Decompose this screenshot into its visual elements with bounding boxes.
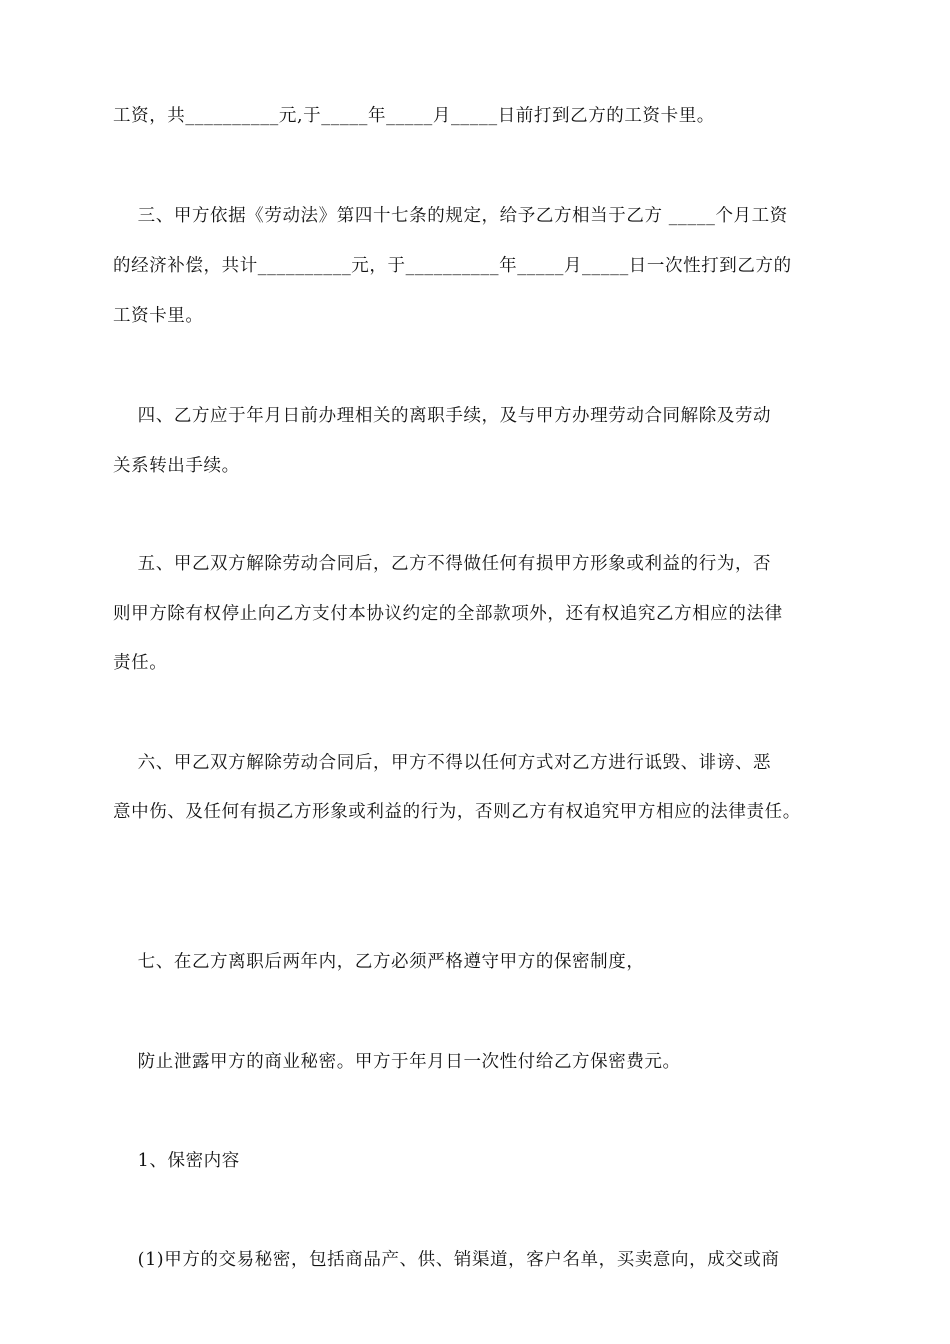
- text-line: (1)甲方的交易秘密，包括商品产、供、销渠道，客户名单，买卖意向，成交或商: [113, 1250, 780, 1270]
- text-line: 七、在乙方离职后两年内，乙方必须严格遵守甲方的保密制度，: [113, 952, 645, 972]
- text-line: 三、甲方依据《劳动法》第四十七条的规定，给予乙方相当于乙方 _____个月工资: [113, 206, 788, 226]
- text-line: 1、保密内容: [113, 1151, 240, 1171]
- text-line: 意中伤、及任何有损乙方形象或利益的行为，否则乙方有权追究甲方相应的法律责任。: [113, 802, 801, 822]
- text-line: 关系转出手续。: [113, 456, 240, 476]
- text-line: 的经济补偿，共计__________元，于__________年_____月_____日一次性打到乙方的: [113, 256, 792, 276]
- text-line: 六、甲乙双方解除劳动合同后，甲方不得以任何方式对乙方进行诋毁、诽谤、恶: [113, 753, 772, 773]
- text-line: 防止泄露甲方的商业秘密。甲方于年月日一次性付给乙方保密费元。: [113, 1052, 681, 1072]
- text-line: 工资，共__________元,于_____年_____月_____日前打到乙方的工资卡里。: [113, 106, 715, 126]
- text-line: 责任。: [113, 653, 168, 673]
- text-line: 工资卡里。: [113, 306, 204, 326]
- text-line: 五、甲乙双方解除劳动合同后，乙方不得做任何有损甲方形象或利益的行为，否: [113, 554, 772, 574]
- text-line: 四、乙方应于年月日前办理相关的离职手续，及与甲方办理劳动合同解除及劳动: [113, 406, 772, 426]
- text-line: 则甲方除有权停止向乙方支付本协议约定的全部款项外，还有权追究乙方相应的法律: [113, 604, 783, 624]
